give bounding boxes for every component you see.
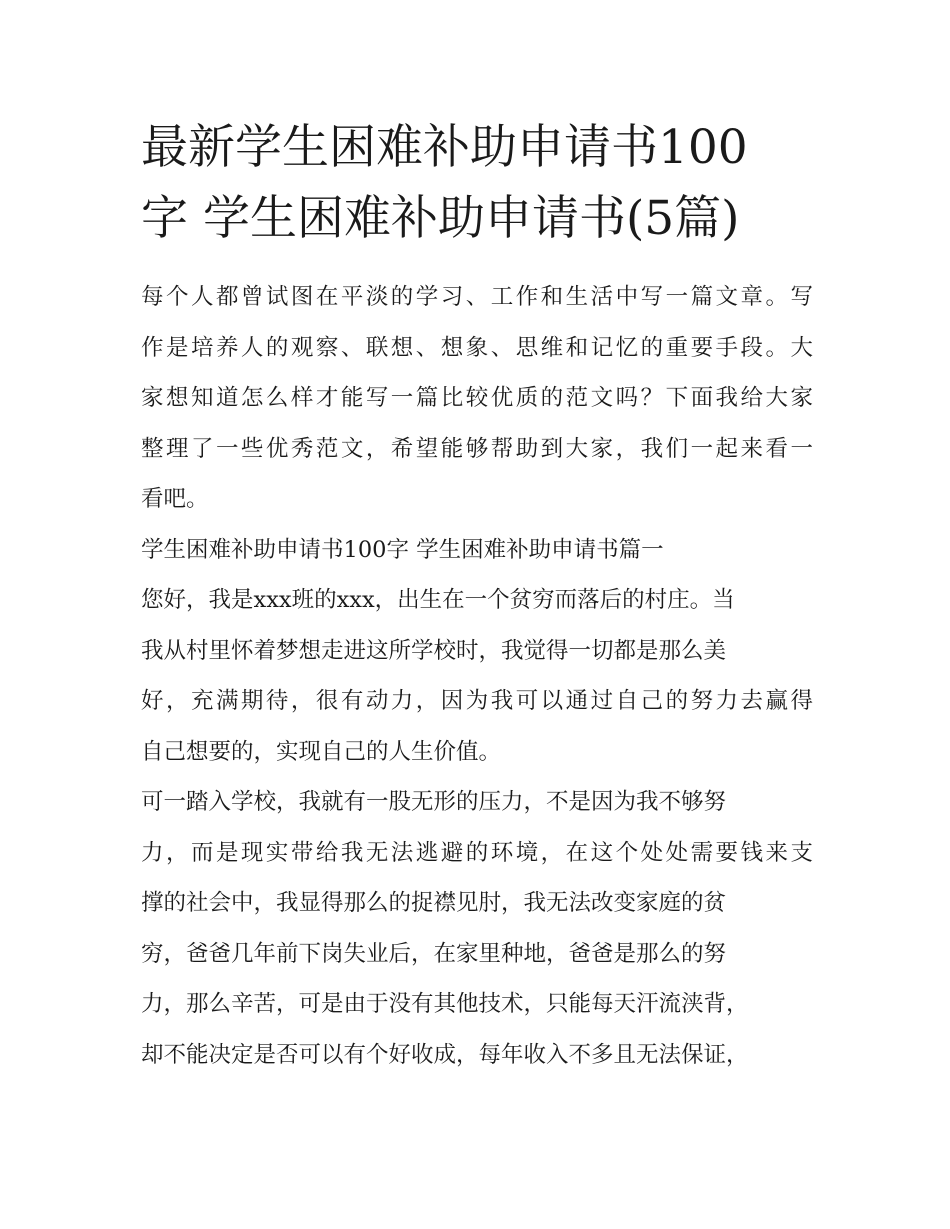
body-line: 看吧。 [141, 486, 209, 512]
body-line: 可一踏入学校，我就有一股无形的压力，不是因为我不够努 [141, 789, 727, 815]
body-line: 力，那么辛苦，可是由于没有其他技术，只能每天汗流浃背， [141, 991, 749, 1017]
document-body [141, 272, 813, 1080]
title-line-2: 字 学生困难补助申请书(5篇) [141, 191, 740, 246]
title-line-1: 最新学生困难补助申请书100 [141, 120, 748, 175]
section-heading: 学生困难补助申请书100字 学生困难补助申请书篇一 [141, 536, 664, 563]
body-line: 每个人都曾试图在平淡的学习、工作和生活中写一篇文章。写 [141, 284, 813, 310]
body-line: 好，充满期待，很有动力，因为我可以通过自己的努力去赢得 [141, 688, 813, 714]
body-line: 力，而是现实带给我无法逃避的环境，在这个处处需要钱来支 [141, 839, 813, 866]
document-page [141, 112, 813, 1080]
body-line: 整理了一些优秀范文，希望能够帮助到大家，我们一起来看一 [141, 435, 813, 462]
document-title [141, 112, 813, 254]
body-line: 自己想要的，实现自己的人生价值。 [141, 738, 502, 765]
body-line: 您好，我是xxx班的xxx，出生在一个贫穷而落后的村庄。当 [141, 587, 735, 613]
body-line: 撑的社会中，我显得那么的捉襟见肘，我无法改变家庭的贫 [141, 890, 727, 916]
body-line: 我从村里怀着梦想走进这所学校时，我觉得一切都是那么美 [141, 637, 727, 664]
body-line: 穷，爸爸几年前下岗失业后，在家里种地，爸爸是那么的努 [141, 940, 727, 967]
body-line: 家想知道怎么样才能写一篇比较优质的范文吗？下面我给大家 [141, 385, 813, 411]
body-line: 却不能决定是否可以有个好收成，每年收入不多且无法保证， [141, 1041, 749, 1068]
body-line: 作是培养人的观察、联想、想象、思维和记忆的重要手段。大 [141, 334, 813, 361]
